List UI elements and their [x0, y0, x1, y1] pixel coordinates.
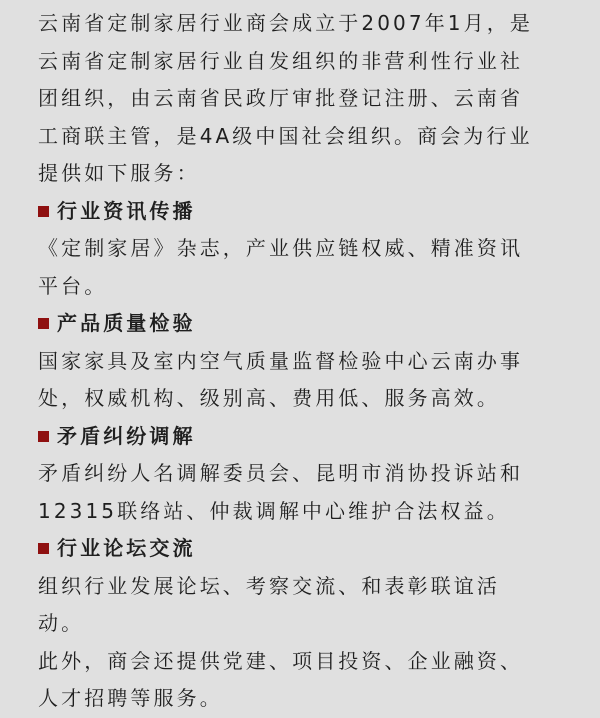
- intro-line: 团组织，由云南省民政厅审批登记注册、云南省: [38, 86, 524, 110]
- section-title: 产品质量检验: [57, 311, 196, 335]
- section-line: 国家家具及室内空气质量监督检验中心云南办事: [38, 348, 524, 373]
- section-title: 行业资讯传播: [57, 198, 196, 223]
- section-line: 平台。: [38, 273, 108, 298]
- service-section: [38, 305, 576, 418]
- intro-line: 工商联主管，是4A级中国社会组织。商会为行业: [38, 123, 533, 148]
- intro-line: 云南省定制家居行业商会成立于2007年1月，是: [38, 11, 533, 35]
- service-section: [38, 530, 576, 643]
- section-heading: [38, 418, 576, 456]
- service-section: [38, 418, 576, 531]
- section-title: 矛盾纠纷调解: [57, 423, 196, 448]
- red-square-bullet-icon: [38, 431, 49, 442]
- section-line: 12315联络站、仲裁调解中心维护合法权益。: [38, 498, 510, 523]
- section-line: 动。: [38, 611, 85, 635]
- section-line: 组织行业发展论坛、考察交流、和表彰联谊活: [38, 573, 500, 598]
- section-heading: [38, 193, 576, 231]
- section-heading: [38, 305, 576, 343]
- closing-paragraph: [38, 643, 576, 718]
- red-square-bullet-icon: [38, 206, 49, 217]
- red-square-bullet-icon: [38, 543, 49, 554]
- intro-line: 云南省定制家居行业自发组织的非营利性行业社: [38, 48, 524, 73]
- intro-line: 提供如下服务：: [38, 161, 200, 185]
- intro-paragraph: [38, 5, 576, 193]
- section-line: 矛盾纠纷人名调解委员会、昆明市消协投诉站和: [38, 461, 524, 485]
- section-line: 处，权威机构、级别高、费用低、服务高效。: [38, 386, 500, 410]
- section-line: 《定制家居》杂志，产业供应链权威、精准资讯: [38, 236, 524, 260]
- section-title: 行业论坛交流: [57, 536, 196, 560]
- closing-line: 人才招聘等服务。: [38, 686, 223, 710]
- red-square-bullet-icon: [38, 318, 49, 329]
- service-section: [38, 193, 576, 306]
- section-heading: [38, 530, 576, 568]
- closing-line: 此外，商会还提供党建、项目投资、企业融资、: [38, 648, 524, 673]
